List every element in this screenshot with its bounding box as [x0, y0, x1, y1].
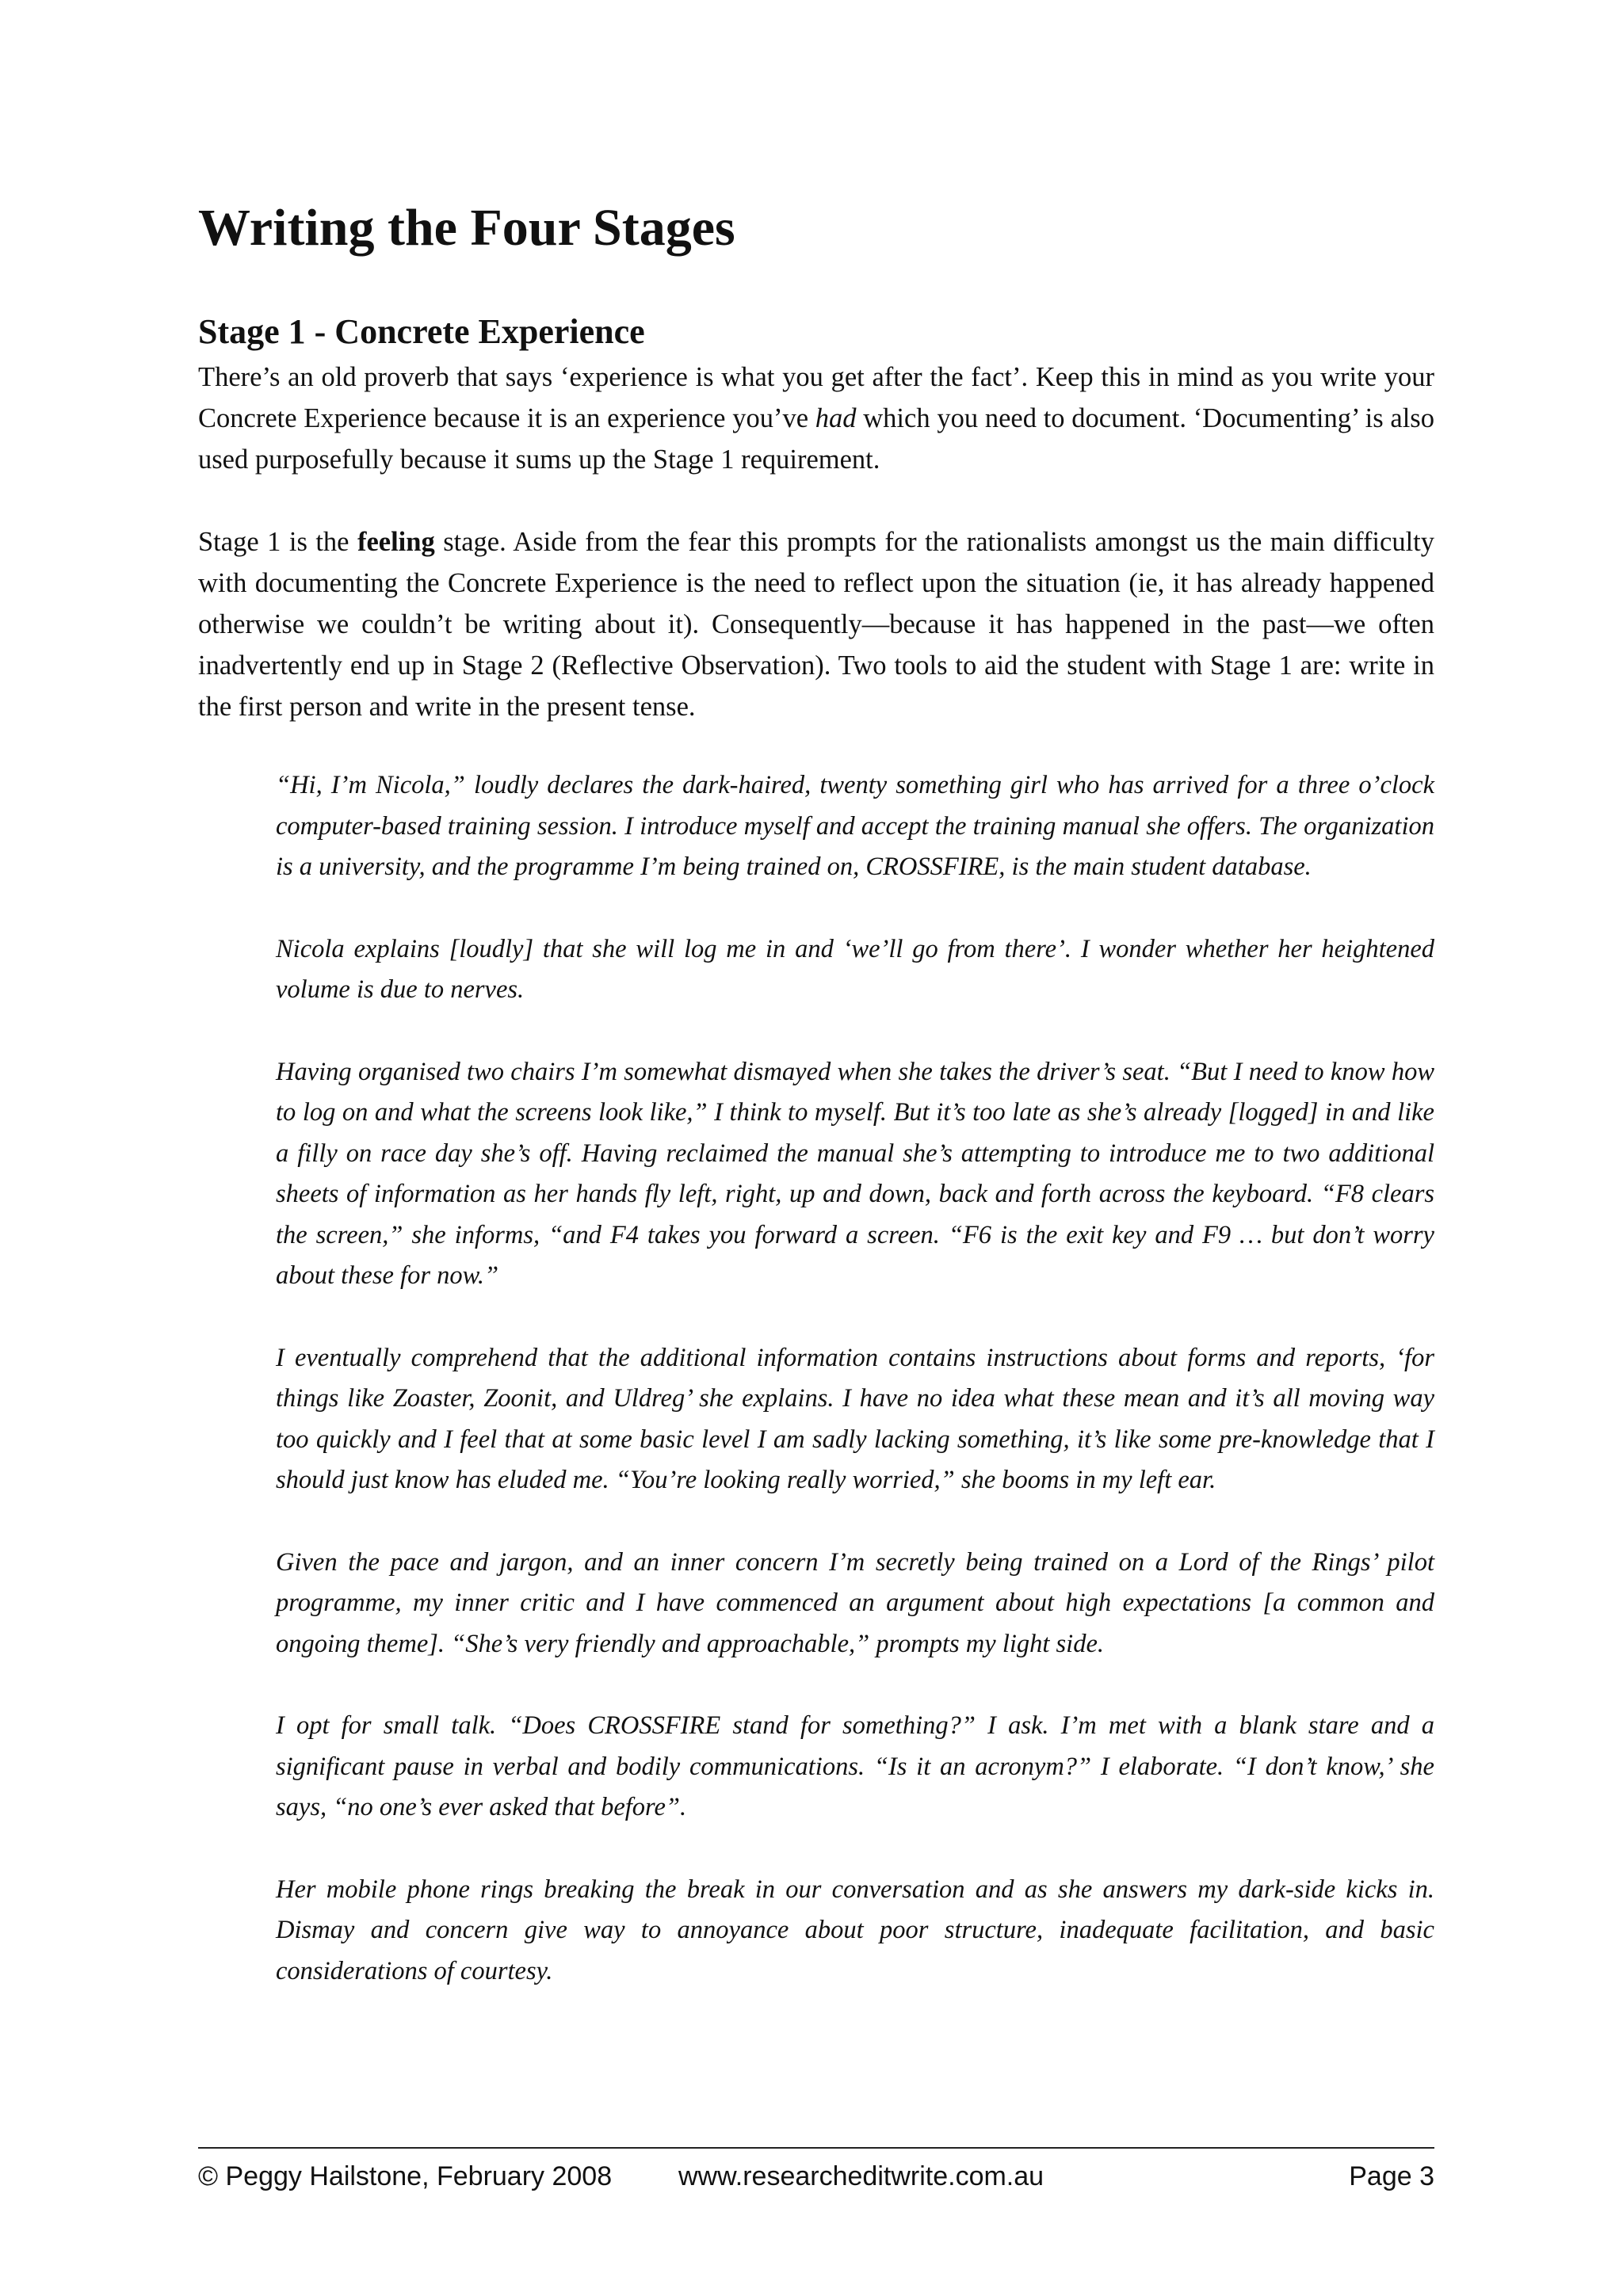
footer-website: www.researcheditwrite.com.au [678, 2161, 1044, 2191]
emphasized-word: had [815, 403, 857, 433]
footer-divider [198, 2147, 1434, 2149]
example-block [276, 765, 1434, 1992]
intro-paragraph [198, 521, 1434, 727]
example-paragraph: Her mobile phone rings breaking the break in our conversation and as she answers my dark-side kicks in. Dismay and concern give way to annoyance about poor structure, inadequate facilitation, and basic considerations of courtesy. [276, 1875, 1434, 1985]
page-title: Writing the Four Stages [198, 199, 735, 257]
example-paragraph: Given the pace and jargon, and an inner concern I’m secretly being trained on a Lord of the Rings’ pilot programme, my inner critic and I have commenced an argument about high expectations [a common and ongoing theme]. “She’s very friendly and approachable,” prompts my light side. [276, 1547, 1434, 1658]
bold-word: feeling [357, 527, 435, 557]
example-paragraph: Having organised two chairs I’m somewhat dismayed when she takes the driver’s seat. “But I need to know how to log on and what the screens look like,” I think to myself. But it’s too late as she’s already [logged] in and like a filly on race day she’s off. Having reclaimed the manual she’s attempting to introduce me to two additional sheets of information as her hands fly left, right, up and down, back and forth across the keyboard. “F8 clears the screen,” she informs, “and F4 takes you forward a screen. “F6 is the exit key and F9 … but don’t worry about these for now.” [276, 1057, 1434, 1290]
example-paragraph: “Hi, I’m Nicola,” loudly declares the dark-haired, twenty something girl who has arrived for a three o’clock computer-based training session. I introduce myself and accept the training manual she offers. The organization is a university, and the programme I’m being trained on, CROSSFIRE, is the main student database. [276, 771, 1434, 881]
text-run: There’s an old proverb that says ‘experience is what you get after the fact’. Keep this in mind as you write your Concrete Experience because it is an experience you’ve [198, 362, 1434, 433]
text-run: stage. Aside from the fear this prompts for the rationalists amongst us the main difficulty with documenting the Concrete Experience is the need to reflect upon the situation (ie, it has already happened otherwise we couldn’t be writing about it). Consequently—because it has happened in the past—we often inadvertently end up in Stage 2 (Reflective Observation). Two tools to aid the student with Stage 1 are: write in the first person and write in the present tense. [198, 527, 1434, 722]
example-paragraph: I opt for small talk. “Does CROSSFIRE stand for something?” I ask. I’m met with a blank stare and a significant pause in verbal and bodily communications. “Is it an acronym?” I elaborate. “I don’t know,’ she says, “no one’s ever asked that before”. [276, 1711, 1434, 1821]
example-paragraph: Nicola explains [loudly] that she will log me in and ‘we’ll go from there’. I wonder whether her heightened volume is due to nerves. [276, 934, 1434, 1004]
text-run: Stage 1 is the [198, 527, 357, 557]
text-run: which you need to document. ‘Documenting’ is also used purposefully because it sums up the Stage 1 requirement. [198, 403, 1434, 475]
example-paragraph: I eventually comprehend that the additional information contains instructions about forms and reports, ‘for things like Zoaster, Zoonit, and Uldreg’ she explains. I have no idea what these mean and it’s all moving way too quickly and I feel that at some basic level I am sadly lacking something, it’s like some pre-knowledge that I should just know has eluded me. “You’re looking really worried,” she booms in my left ear. [276, 1343, 1434, 1494]
footer-copyright: © Peggy Hailstone, February 2008 [198, 2161, 613, 2191]
page-content [198, 190, 1434, 1992]
footer-page-number: Page 3 [1349, 2161, 1434, 2191]
intro-paragraph [198, 357, 1434, 480]
page-footer [198, 2157, 1434, 2196]
section-heading: Stage 1 - Concrete Experience [198, 312, 645, 351]
